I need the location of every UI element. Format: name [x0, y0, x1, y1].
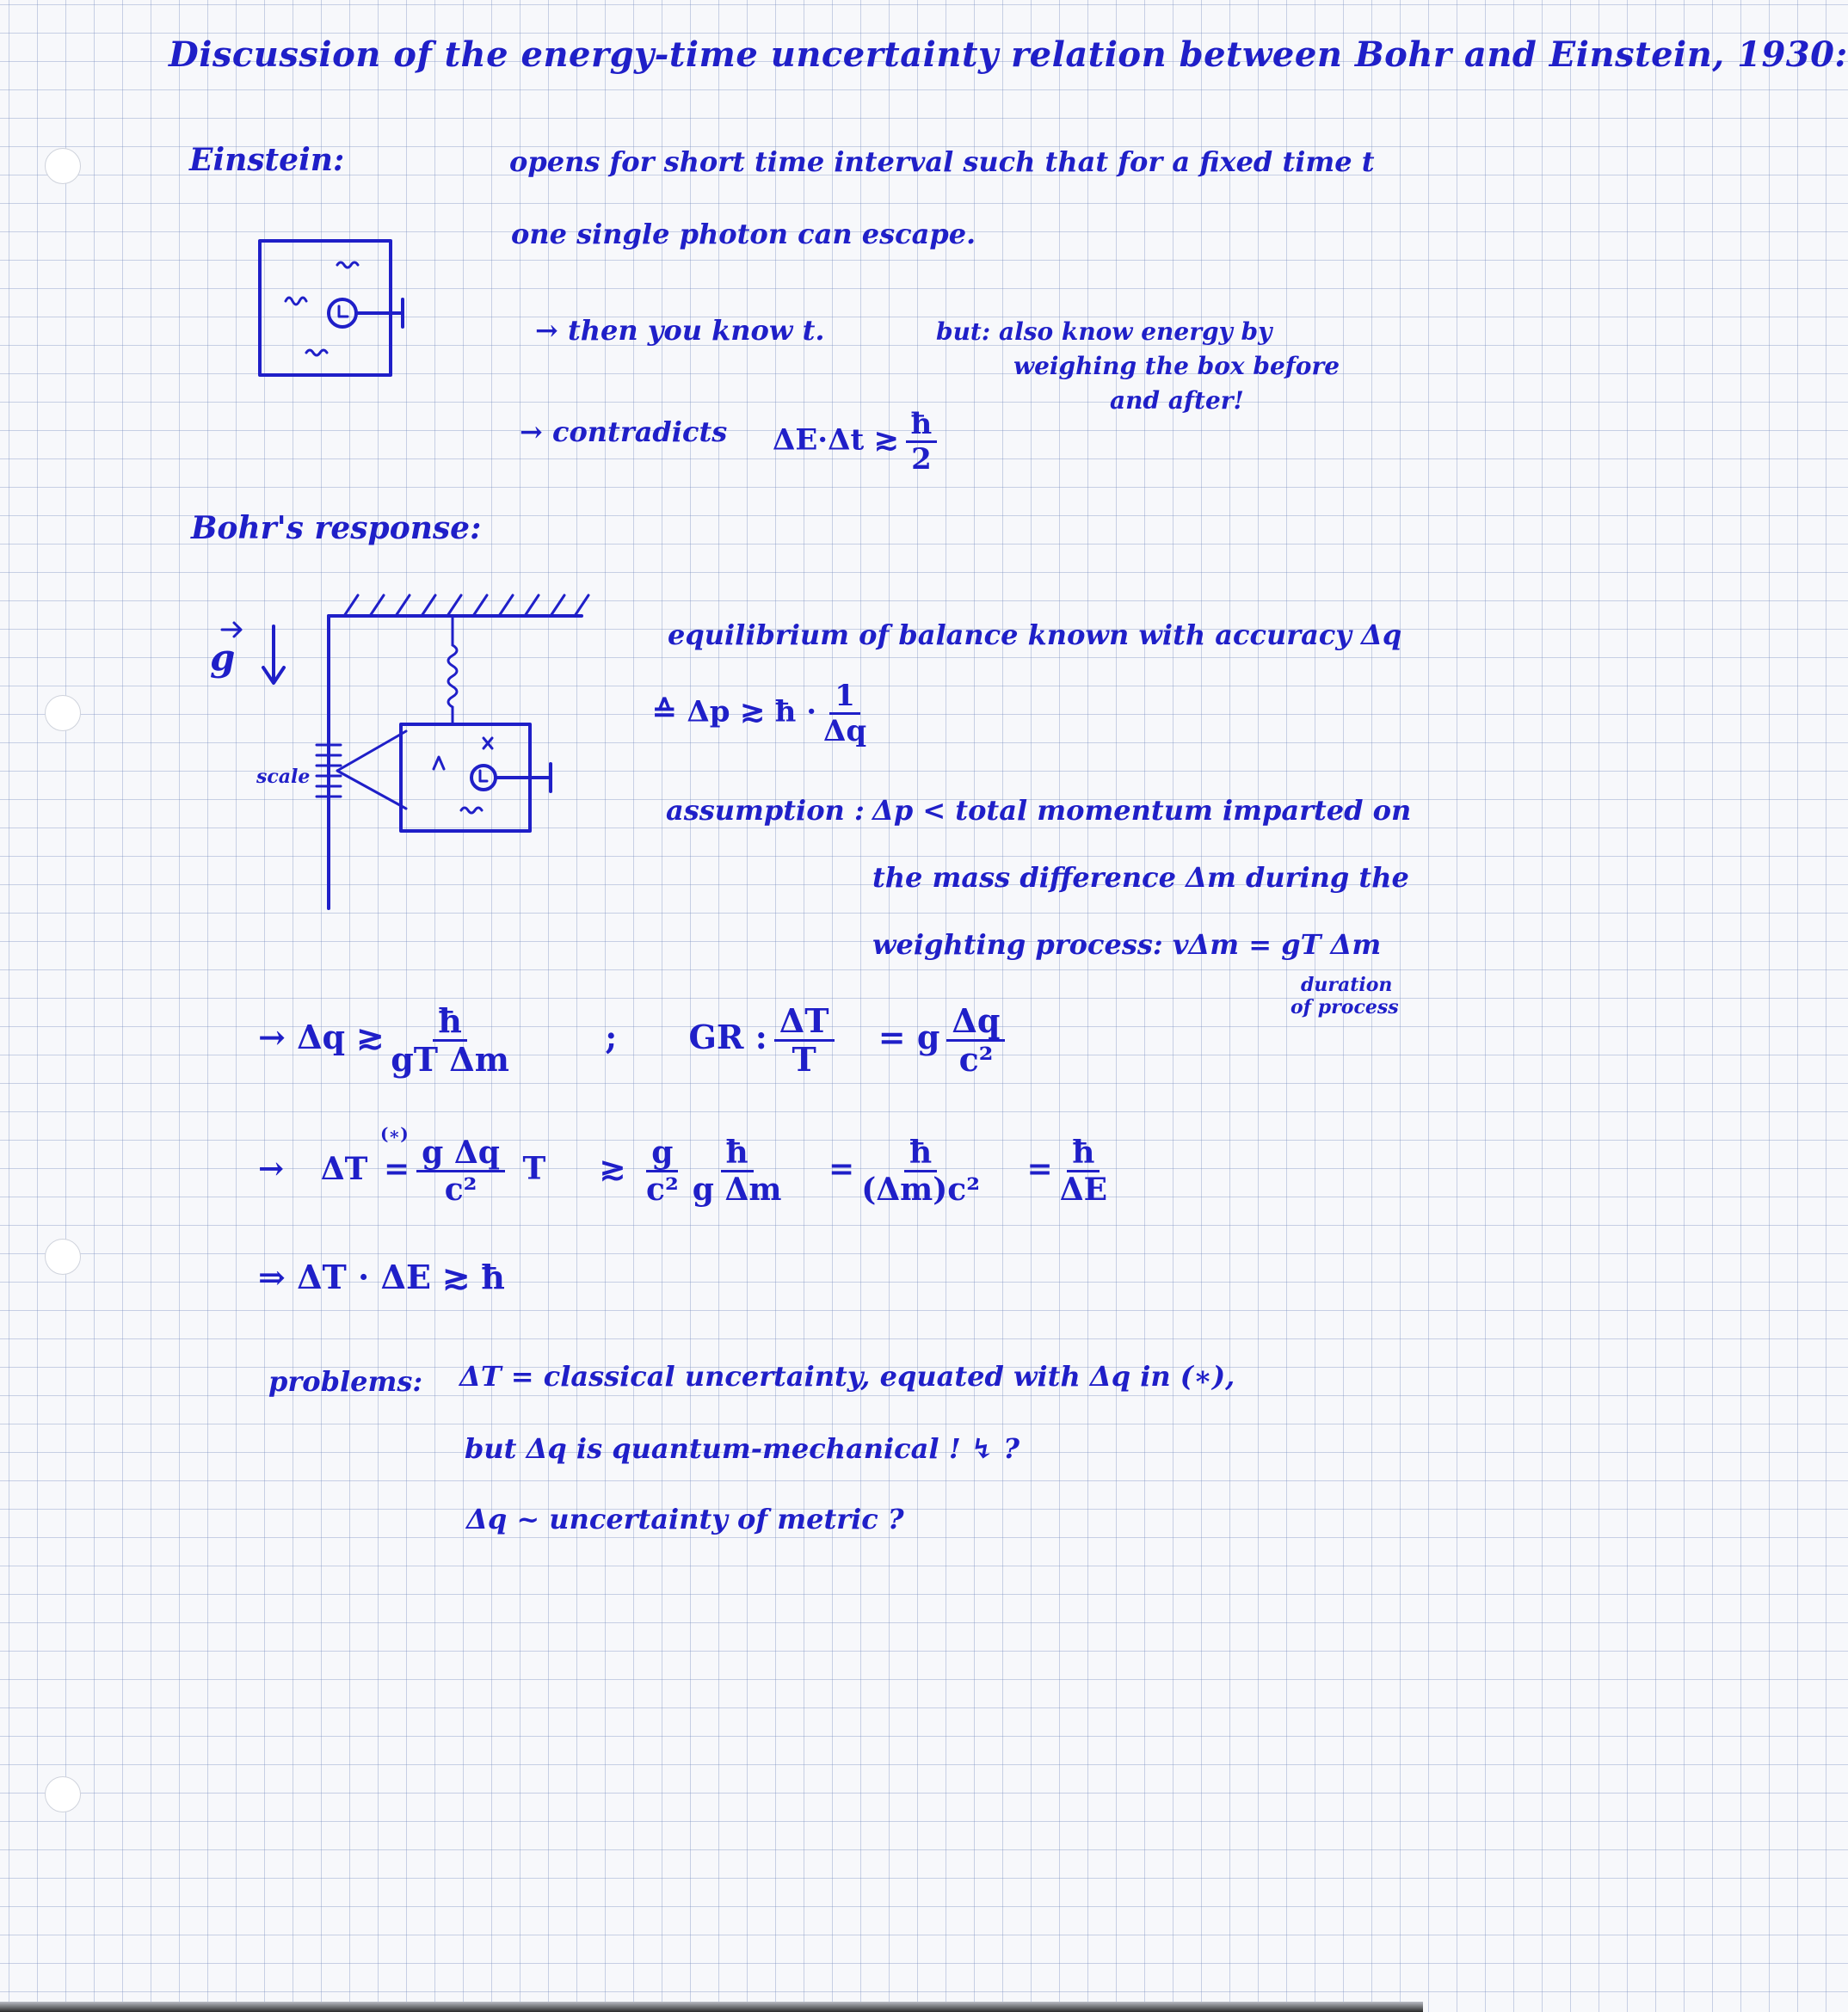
einstein-arrow-line2: → contradicts	[520, 415, 728, 448]
assumption-line3: weighting process: vΔm = gT Δm	[872, 928, 1382, 961]
row2-fraction-hbar-gdm	[692, 1135, 782, 1208]
gravity-label: g	[210, 637, 236, 679]
row2-equals-star	[380, 1123, 410, 1187]
row2-equals-3: =	[1026, 1150, 1053, 1187]
fraction-denominator: c²	[646, 1172, 679, 1208]
fraction-numerator: ħ	[906, 409, 938, 443]
momentum-relation-fraction	[823, 681, 866, 746]
problems-line2: but Δq is quantum-mechanical ! ↯ ?	[465, 1432, 1019, 1465]
duration-note-line2: of process	[1291, 996, 1399, 1018]
bohr-balance-sketch	[206, 585, 585, 912]
fraction-numerator: ħ	[1067, 1137, 1100, 1172]
row2-fraction-hbar-dE	[1059, 1135, 1108, 1208]
fraction-denominator: Δq	[823, 714, 867, 748]
fraction-numerator: ħ	[433, 1005, 467, 1042]
row2-star-ref: (∗)	[380, 1123, 409, 1144]
gr-equals: = g	[878, 1018, 940, 1056]
binder-hole	[45, 148, 81, 184]
scale-label: scale	[256, 766, 311, 788]
problems-line1: ΔT = classical uncertainty, equated with Δq in (∗),	[459, 1360, 1235, 1393]
einstein-note-but: but: also know energy by	[936, 317, 1272, 346]
einstein-text-line1: opens for short time interval such that for a fixed time t	[509, 145, 1375, 178]
fraction-denominator: gT Δm	[391, 1040, 509, 1079]
problems-line3: Δq ~ uncertainty of metric ?	[466, 1503, 904, 1535]
binder-hole	[45, 695, 81, 731]
problems-label: problems:	[268, 1365, 423, 1398]
fraction-numerator: ħ	[904, 1137, 937, 1172]
assumption-line2: the mass difference Δm during the	[872, 861, 1409, 894]
einstein-relation-fraction	[906, 407, 938, 477]
einstein-arrow-line1: → then you know t.	[535, 314, 825, 347]
fraction-denominator: c²	[444, 1172, 477, 1208]
binder-hole	[45, 1239, 81, 1275]
fraction-numerator: g Δq	[416, 1137, 505, 1172]
einstein-relation-lhs: ΔE·Δt ≳	[773, 422, 899, 458]
assumption-line1: Δp < total momentum imparted on	[872, 794, 1412, 827]
fraction-denominator: T	[792, 1040, 816, 1079]
fraction-denominator: c²	[958, 1040, 994, 1079]
einstein-text-line2: one single photon can escape.	[511, 218, 976, 250]
row2-T: T	[522, 1150, 546, 1187]
bohr-heading: Bohr's response:	[191, 510, 482, 546]
row1-fraction	[391, 1001, 509, 1079]
fraction-denominator: ΔE	[1059, 1172, 1108, 1208]
fraction-denominator: g Δm	[692, 1172, 782, 1208]
assumption-label: assumption :	[666, 794, 865, 827]
row2-equals: =	[384, 1150, 410, 1187]
derivation-row3: ⇒ ΔT · ΔE ≳ ħ	[258, 1258, 505, 1296]
row2-equals-2: =	[829, 1150, 855, 1187]
gr-fraction-right	[946, 1001, 1005, 1079]
einstein-relation	[773, 407, 944, 477]
page-bottom-edge	[0, 2002, 1423, 2012]
photon-box-sketch	[255, 237, 410, 384]
page-title: Discussion of the energy-time uncertainty relation between Bohr and Einstein, 1930:	[169, 34, 1848, 75]
fraction-numerator: ħ	[721, 1137, 754, 1172]
fraction-denominator: 2	[911, 442, 932, 477]
fraction-numerator: ΔT	[774, 1005, 835, 1042]
row2-arrow: →	[258, 1150, 285, 1187]
row1-lhs: Δq ≳	[297, 1018, 385, 1056]
derivation-row1	[258, 1001, 1012, 1079]
fraction-denominator: (Δm)c²	[861, 1172, 980, 1208]
momentum-relation-lhs: ≙ Δp ≳ ħ ·	[652, 694, 817, 729]
einstein-heading: Einstein:	[189, 142, 345, 178]
row1-separator: ;	[605, 1018, 618, 1056]
row2-fraction-hbar-dmc2	[861, 1135, 980, 1208]
fraction-numerator: g	[646, 1137, 678, 1172]
equilibrium-text: equilibrium of balance known with accuracy Δq	[668, 618, 1402, 651]
row2-lhs: ΔT	[320, 1150, 368, 1187]
fraction-numerator: Δq	[946, 1005, 1005, 1042]
einstein-note-weighing: weighing the box before	[1013, 352, 1340, 380]
row1-arrow: →	[258, 1018, 286, 1056]
momentum-relation	[652, 681, 873, 746]
binder-hole	[45, 1776, 81, 1812]
row2-fraction-main	[416, 1135, 505, 1208]
gr-label: GR :	[688, 1018, 767, 1056]
gr-fraction-left	[774, 1001, 835, 1079]
derivation-row2	[258, 1123, 1114, 1208]
row2-ge: ≳	[599, 1150, 626, 1187]
row2-fraction-g-c2	[646, 1135, 679, 1208]
duration-note-line1: duration	[1301, 974, 1393, 996]
fraction-numerator: 1	[829, 681, 860, 715]
einstein-note-after: and after!	[1110, 386, 1244, 415]
